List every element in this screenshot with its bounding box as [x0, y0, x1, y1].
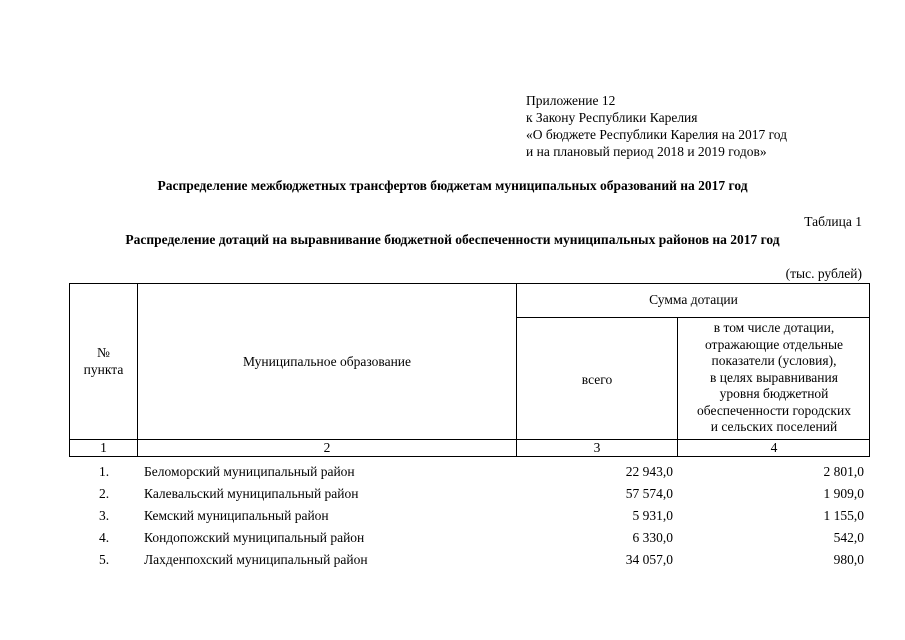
row-part: 1 909,0 [823, 486, 864, 501]
table-label: Таблица 1 [804, 214, 862, 229]
row-part: 1 155,0 [823, 508, 864, 523]
row-part: 2 801,0 [823, 464, 864, 479]
row-total: 5 931,0 [632, 508, 673, 523]
table-row [70, 527, 870, 549]
row-number: 5. [98, 552, 110, 567]
table-title: Распределение дотаций на выравнивание бюджетной обеспеченности муниципальных районов на 2017 год [125, 232, 780, 247]
table-row [70, 505, 870, 527]
column-index: 1 [100, 440, 107, 455]
header-divider [516, 283, 517, 457]
appendix-line: Приложение 12 [526, 93, 616, 108]
table-row [70, 461, 870, 483]
main-title: Распределение межбюджетных трансфертов бюджетам муниципальных образований на 2017 год [157, 178, 748, 193]
header-divider [516, 317, 870, 318]
column-index: 3 [593, 440, 601, 455]
header-number: № пункта [83, 345, 124, 377]
header-total: всего [581, 372, 613, 387]
row-part: 980,0 [833, 552, 864, 567]
appendix-line: к Закону Республики Карелия [526, 110, 698, 125]
row-number: 4. [98, 530, 110, 545]
row-total: 22 943,0 [625, 464, 673, 479]
units-note: (тыс. рублей) [785, 266, 862, 281]
appendix-line: и на плановый период 2018 и 2019 годов» [526, 144, 767, 159]
header-municipality: Муниципальное образование [242, 354, 412, 369]
row-municipality: Кемский муниципальный район [144, 508, 329, 523]
header-sum: Сумма дотации [649, 292, 738, 307]
table-body [70, 461, 870, 571]
row-municipality: Калевальский муниципальный район [144, 486, 359, 501]
row-part: 542,0 [833, 530, 864, 545]
table-row [70, 483, 870, 505]
row-total: 6 330,0 [632, 530, 673, 545]
column-index: 4 [770, 440, 778, 455]
row-municipality: Лахденпохский муниципальный район [144, 552, 368, 567]
table-row [70, 549, 870, 571]
row-total: 34 057,0 [625, 552, 673, 567]
header-part: в том числе дотации, отражающие отдельные показатели (условия), в целях выравнивания уровня бюджетной обеспеченности городских и сельских поселений [697, 320, 851, 434]
row-number: 3. [98, 508, 110, 523]
row-municipality: Кондопожский муниципальный район [144, 530, 365, 545]
column-index: 2 [323, 440, 331, 455]
row-total: 57 574,0 [625, 486, 673, 501]
row-number: 2. [98, 486, 110, 501]
row-number: 1. [98, 464, 110, 479]
row-municipality: Беломорский муниципальный район [144, 464, 355, 479]
appendix-note [526, 92, 856, 160]
appendix-line: «О бюджете Республики Карелия на 2017 год [526, 127, 788, 142]
